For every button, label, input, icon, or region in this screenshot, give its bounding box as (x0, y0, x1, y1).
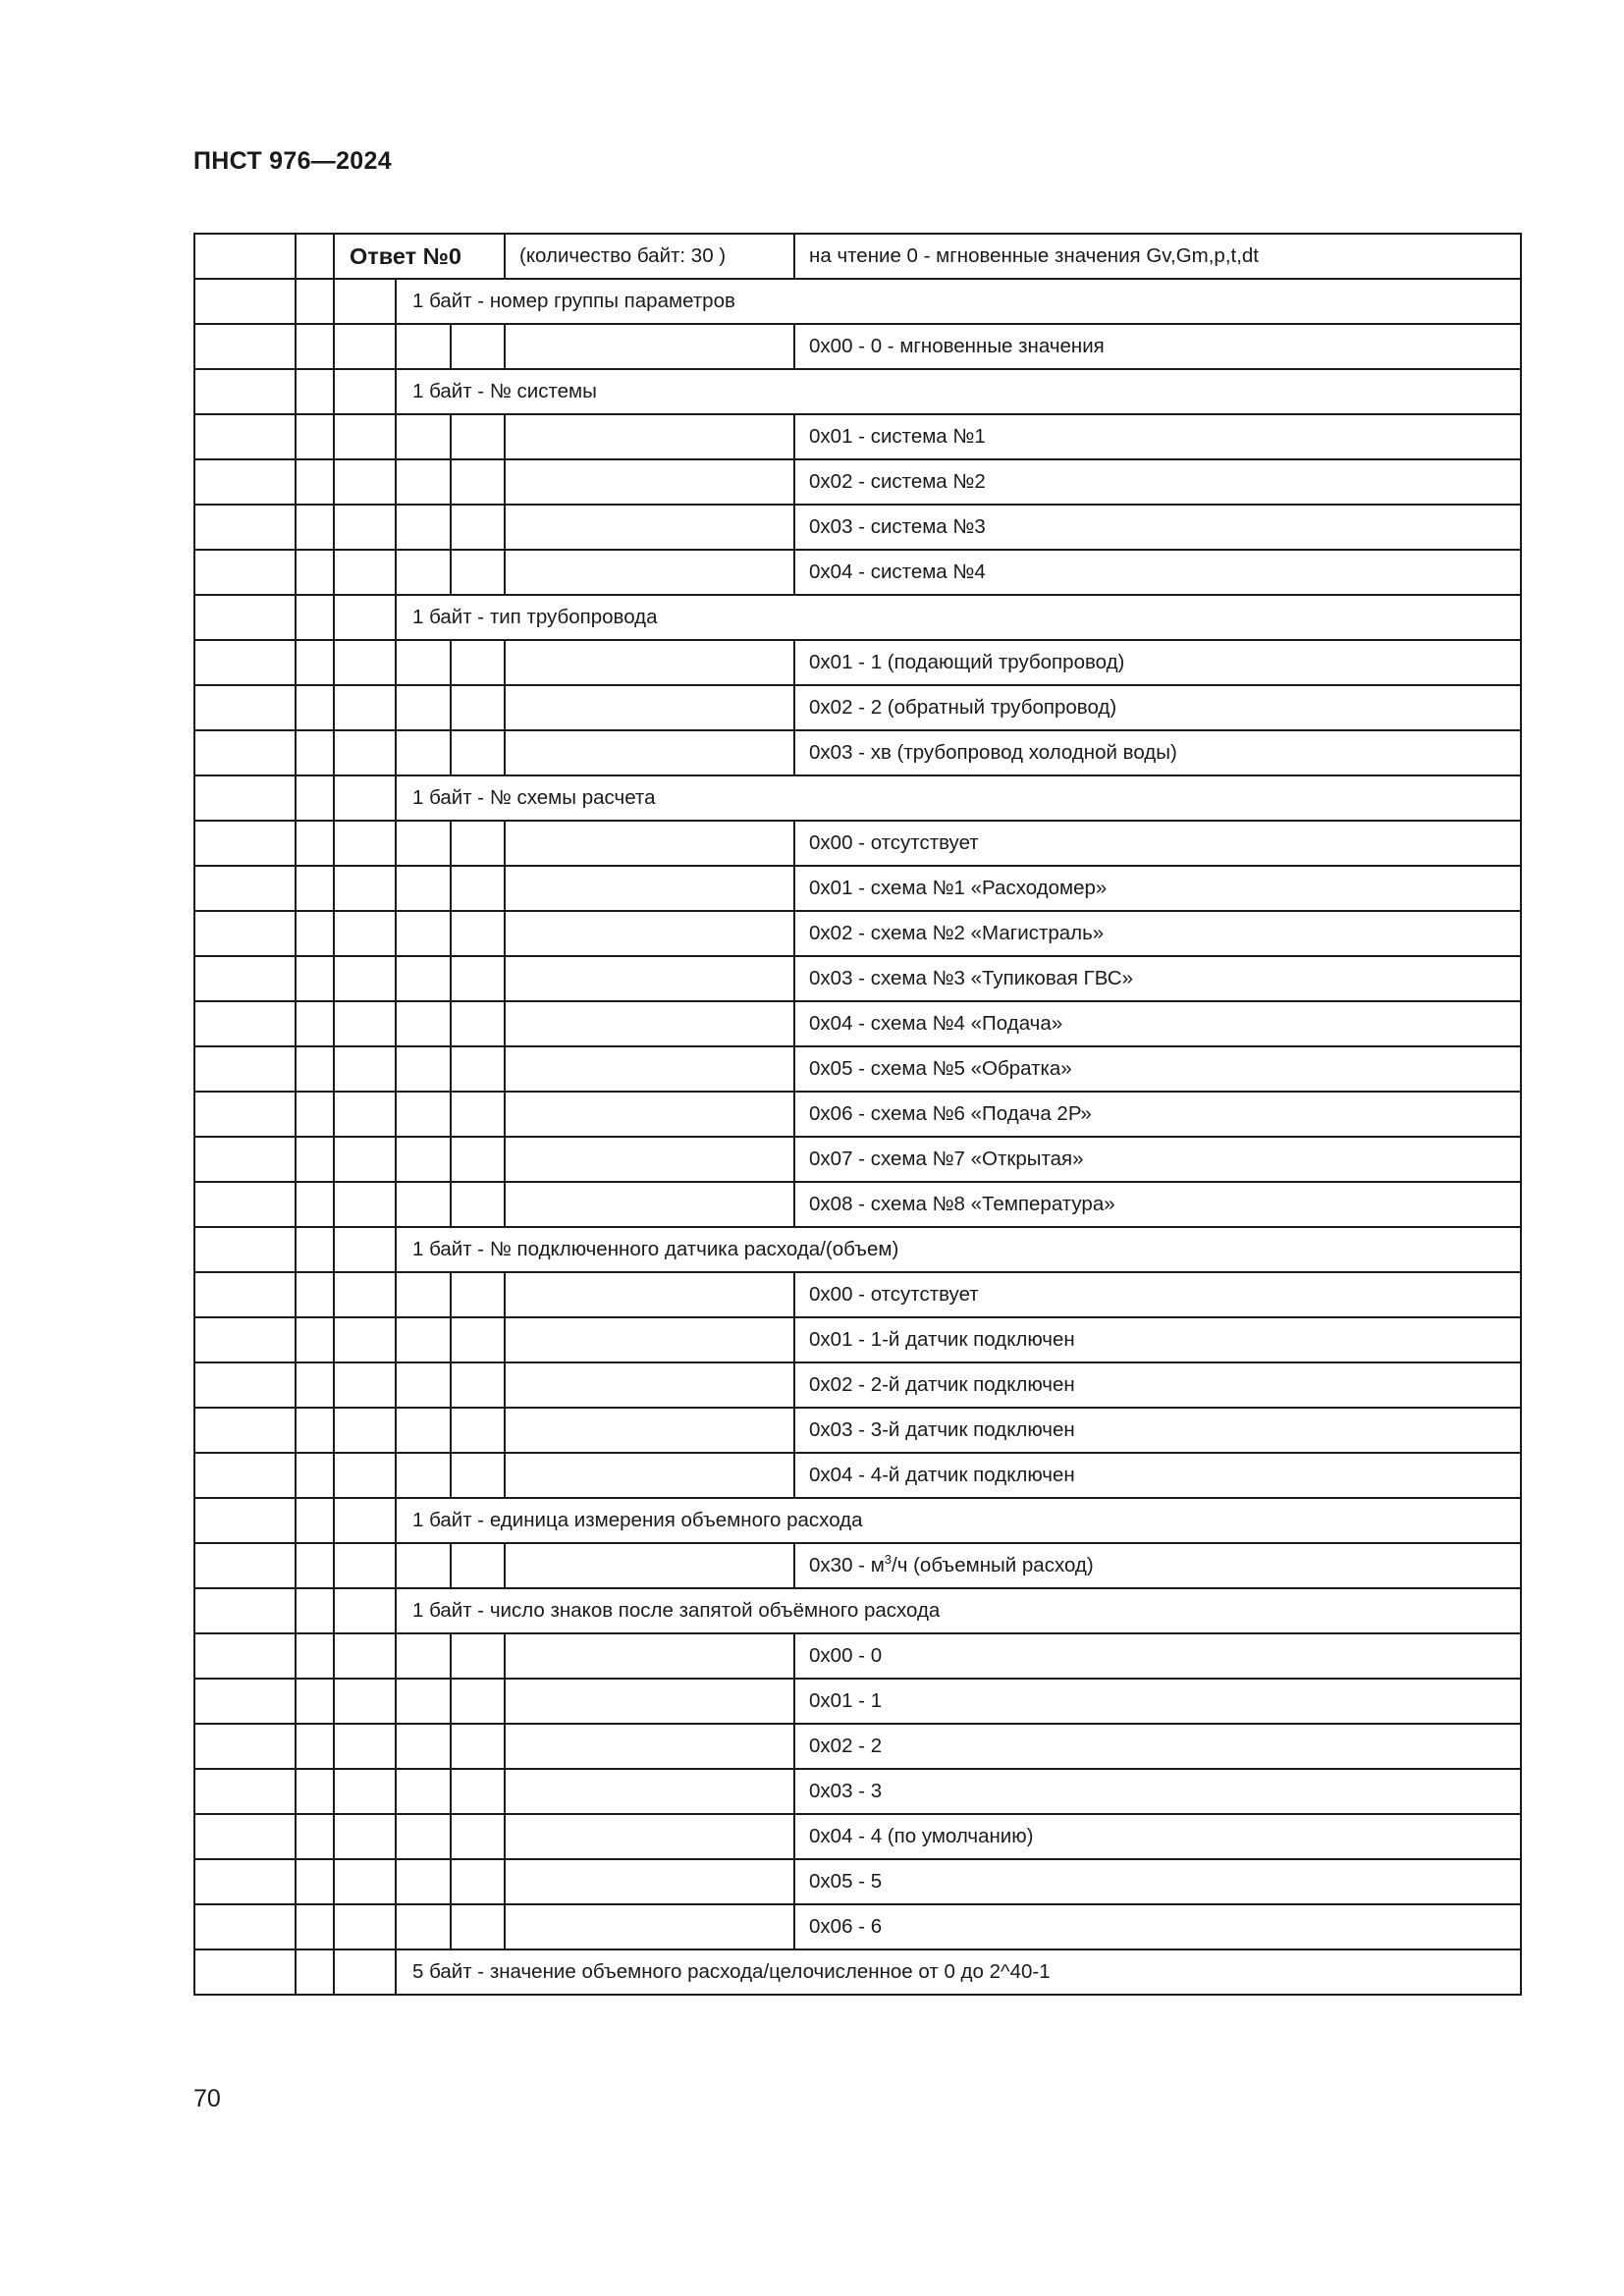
value-cell: 0x04 - схема №4 «Подача» (794, 1001, 1521, 1046)
group-label-row (194, 369, 1521, 414)
value-row (194, 1362, 1521, 1408)
value-cell: 0x06 - схема №6 «Подача 2Р» (794, 1092, 1521, 1137)
page-number: 70 (193, 2085, 221, 2112)
value-row (194, 1182, 1521, 1227)
value-cell: 0x00 - отсутствует (794, 821, 1521, 866)
value-cell: 0x04 - 4 (по умолчанию) (794, 1814, 1521, 1859)
value-cell: 0x04 - система №4 (794, 550, 1521, 595)
value-cell: 0x04 - 4-й датчик подключен (794, 1453, 1521, 1498)
value-cell: 0x03 - 3 (794, 1769, 1521, 1814)
protocol-spec-table (193, 233, 1522, 1996)
unit-prefix: 0x30 - м (809, 1554, 885, 1576)
group-label: 5 байт - значение объемного расхода/целочисленное от 0 до 2^40-1 (396, 1949, 1521, 1995)
value-row (194, 505, 1521, 550)
value-row (194, 1408, 1521, 1453)
value-cell: 0x01 - схема №1 «Расходомер» (794, 866, 1521, 911)
value-row (194, 324, 1521, 369)
value-row (194, 1543, 1521, 1588)
unit-suffix: /ч (объемный расход) (892, 1554, 1094, 1576)
value-cell: 0x02 - 2 (обратный трубопровод) (794, 685, 1521, 730)
value-row (194, 459, 1521, 505)
value-row (194, 1679, 1521, 1724)
group-label-row (194, 775, 1521, 821)
group-label: 1 байт - число знаков после запятой объёмного расхода (396, 1588, 1521, 1633)
value-cell: 0x00 - отсутствует (794, 1272, 1521, 1317)
value-row (194, 1724, 1521, 1769)
value-row (194, 414, 1521, 459)
group-label-row (194, 595, 1521, 640)
value-row (194, 1633, 1521, 1679)
value-row (194, 911, 1521, 956)
value-cell: 0x02 - 2 (794, 1724, 1521, 1769)
document-header: ПНСТ 976—2024 (193, 147, 392, 175)
group-label-row (194, 1227, 1521, 1272)
group-label-row (194, 1498, 1521, 1543)
value-cell: 0x08 - схема №8 «Температура» (794, 1182, 1521, 1227)
value-cell: 0x02 - система №2 (794, 459, 1521, 505)
value-cell: 0x01 - 1-й датчик подключен (794, 1317, 1521, 1362)
value-cell: 0x03 - 3-й датчик подключен (794, 1408, 1521, 1453)
value-row (194, 640, 1521, 685)
value-row (194, 821, 1521, 866)
value-cell: 0x03 - хв (трубопровод холодной воды) (794, 730, 1521, 775)
value-cell: 0x05 - 5 (794, 1859, 1521, 1904)
value-row (194, 1317, 1521, 1362)
group-label: 1 байт - № системы (396, 369, 1521, 414)
value-row (194, 1859, 1521, 1904)
group-label-row (194, 279, 1521, 324)
value-cell: 0x01 - 1 (794, 1679, 1521, 1724)
value-row (194, 1814, 1521, 1859)
value-row (194, 1769, 1521, 1814)
unit-exponent: 3 (884, 1552, 893, 1567)
value-row (194, 1453, 1521, 1498)
group-label-row (194, 1949, 1521, 1995)
value-cell: 0x03 - схема №3 «Тупиковая ГВС» (794, 956, 1521, 1001)
value-row (194, 866, 1521, 911)
value-row (194, 1046, 1521, 1092)
group-label: 1 байт - № подключенного датчика расхода/(объем) (396, 1227, 1521, 1272)
value-row (194, 956, 1521, 1001)
value-row (194, 1904, 1521, 1949)
value-cell: 0x03 - система №3 (794, 505, 1521, 550)
value-row (194, 1137, 1521, 1182)
value-cell: 0x02 - схема №2 «Магистраль» (794, 911, 1521, 956)
value-row (194, 685, 1521, 730)
value-cell: 0x00 - 0 - мгновенные значения (794, 324, 1521, 369)
value-cell: 0x01 - 1 (подающий трубопровод) (794, 640, 1521, 685)
value-cell: 0x05 - схема №5 «Обратка» (794, 1046, 1521, 1092)
value-cell: 0x00 - 0 (794, 1633, 1521, 1679)
value-cell: 0x06 - 6 (794, 1904, 1521, 1949)
group-label: 1 байт - тип трубопровода (396, 595, 1521, 640)
value-row (194, 1092, 1521, 1137)
response-title: Ответ №0 (334, 234, 505, 279)
value-row (194, 1001, 1521, 1046)
response-header-row (194, 234, 1521, 279)
group-label: 1 байт - единица измерения объемного расхода (396, 1498, 1521, 1543)
value-cell: 0x07 - схема №7 «Открытая» (794, 1137, 1521, 1182)
value-cell: 0x02 - 2-й датчик подключен (794, 1362, 1521, 1408)
value-row (194, 1272, 1521, 1317)
value-row (194, 550, 1521, 595)
group-label: 1 байт - номер группы параметров (396, 279, 1521, 324)
response-byte-count: (количество байт: 30 ) (505, 234, 794, 279)
group-label-row (194, 1588, 1521, 1633)
value-row (194, 730, 1521, 775)
value-cell: 0x01 - система №1 (794, 414, 1521, 459)
group-label: 1 байт - № схемы расчета (396, 775, 1521, 821)
unit-value-cell (794, 1543, 1521, 1588)
response-description: на чтение 0 - мгновенные значения Gv,Gm,p,t,dt (794, 234, 1521, 279)
